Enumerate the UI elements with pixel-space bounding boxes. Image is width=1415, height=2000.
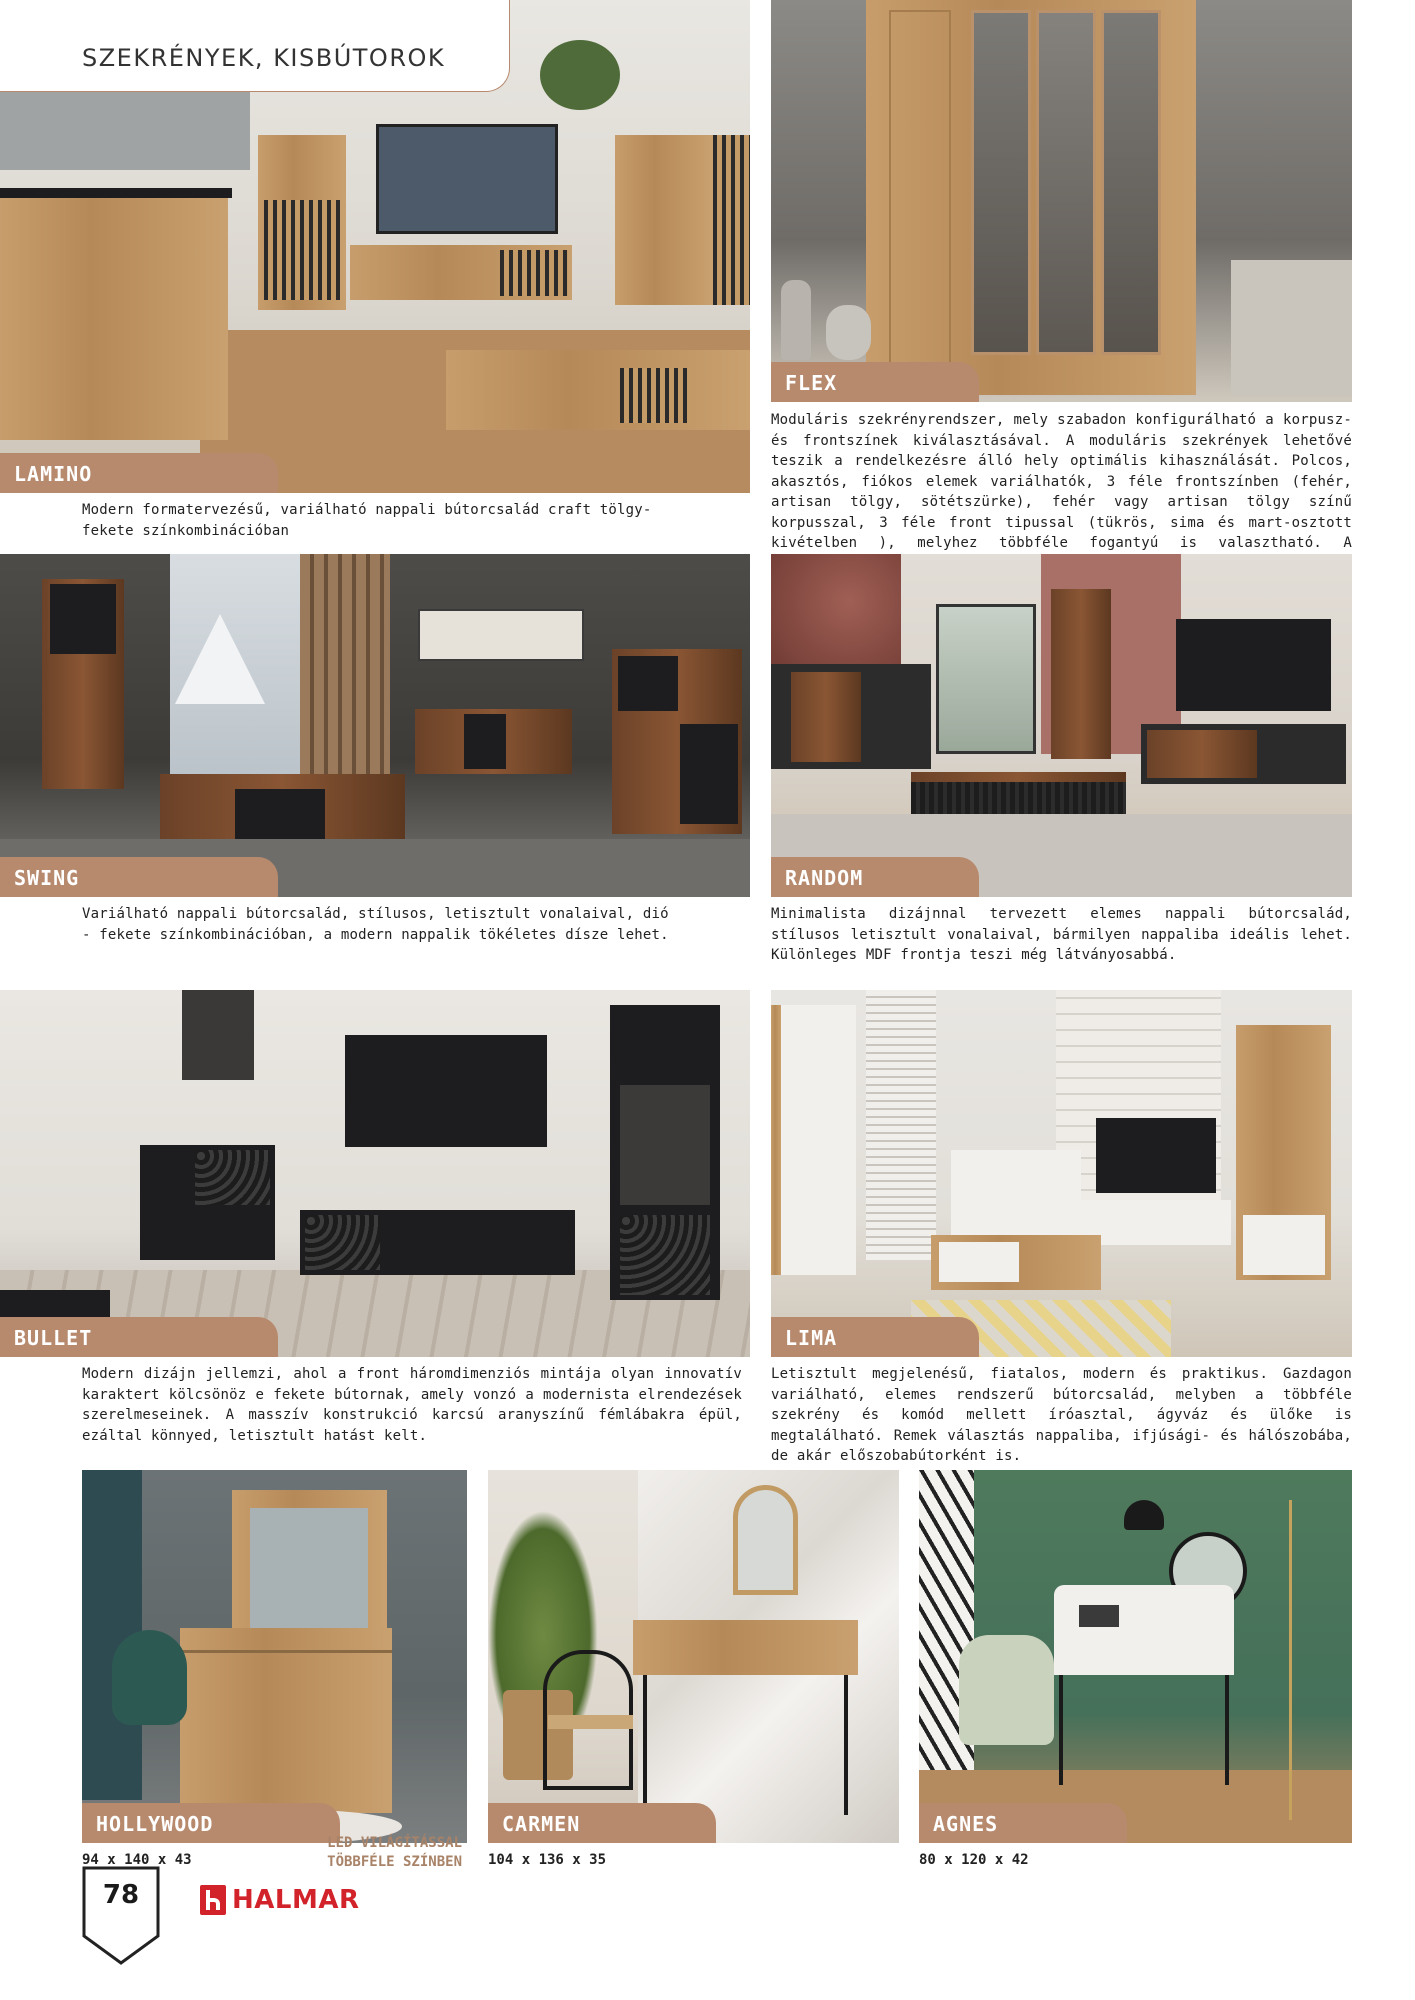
flex-description: Moduláris szekrényrendszer, mely szabadon konfigurálható a korpusz- és frontszínek kiválasztásával. A moduláris szekrények lehetővé teszik a rendelkezésre álló hely optimális kihasználását. Polcos, akasztós, fiókos elemek variálhatók, 3 féle frontszínben (fehér, artisan tölgy, sötétszürke), fehér vagy artisan tölgy színű korpusszal, 3 féle front tipussal (tükrös, sima és mart-osztott kivételben ), melyhez többféle fogantyú is valasztható. A	[771, 412, 1352, 551]
agnes-dimensions: 80 x 120 x 42	[919, 1852, 1029, 1868]
random-label: RANDOM	[771, 857, 979, 897]
lima-description: Letisztult megjelenésű, fiatalos, modern és praktikus. Gazdagon variálható, elemes rendszerű bútorcsalád, melyben a többféle szekrény és komód mellett íróasztal, ágyváz és ülőke is megtalálható. Remek választás nappaliba, ifjúsági- és hálószobába, de akár előszobabútorként is.	[771, 1366, 1352, 1464]
hollywood-note-line2: TÖBBFÉLE SZÍNBEN	[327, 1854, 462, 1870]
agnes-label: AGNES	[919, 1803, 1127, 1843]
bullet-label: BULLET	[0, 1317, 278, 1357]
hollywood-note-line1: LED VILÁGÍTÁSSAL	[327, 1835, 462, 1851]
carmen-label: CARMEN	[488, 1803, 716, 1843]
brand-logo	[200, 1883, 359, 1917]
lima-photo	[771, 990, 1352, 1357]
hollywood-dimensions: 94 x 140 x 43	[82, 1852, 192, 1868]
hollywood-led-note	[250, 1834, 462, 1872]
random-description: Minimalista dizájnnal tervezett elemes nappali bútorcsalád, stílusos letisztult vonalaival, bármilyen nappaliba ideális lehet. Különleges MDF frontja teszi még látványosabbá.	[771, 906, 1352, 963]
carmen-photo	[488, 1470, 899, 1843]
random-photo	[771, 554, 1352, 897]
carmen-dimensions: 104 x 136 x 35	[488, 1852, 607, 1868]
page-number: 78	[102, 1880, 140, 1910]
agnes-photo	[919, 1470, 1352, 1843]
swing-photo	[0, 554, 750, 897]
lima-label: LIMA	[771, 1317, 979, 1357]
brand-name: HALMAR	[232, 1885, 360, 1915]
halmar-logo-icon	[200, 1885, 226, 1915]
bullet-description: Modern dizájn jellemzi, ahol a front háromdimenziós mintája olyan innovatív karaktert kölcsönöz e fekete bútornak, amely vonzó a modernista elrendezések szerelmeseinek. A masszív konstrukció karcsú aranyszínű fémlábakra épül, ezáltal könnyed, letisztult hatást kelt.	[82, 1366, 742, 1444]
flex-photo	[771, 0, 1352, 402]
swing-description: Variálható nappali bútorcsalád, stílusos, letisztult vonalaival, dió - fekete színkombinációban, a modern nappalik tökéletes dísze lehet.	[82, 906, 669, 943]
lamino-description: Modern formatervezésű, variálható nappali bútorcsalád craft tölgy-fekete színkombinációban	[82, 502, 652, 539]
flex-label: FLEX	[771, 362, 979, 402]
page-title: SZEKRÉNYEK, KISBÚTOROK	[82, 44, 446, 72]
lamino-label: LAMINO	[0, 453, 278, 493]
hollywood-label: HOLLYWOOD	[82, 1803, 340, 1843]
swing-label: SWING	[0, 857, 278, 897]
bullet-photo	[0, 990, 750, 1357]
hollywood-photo	[82, 1470, 467, 1843]
